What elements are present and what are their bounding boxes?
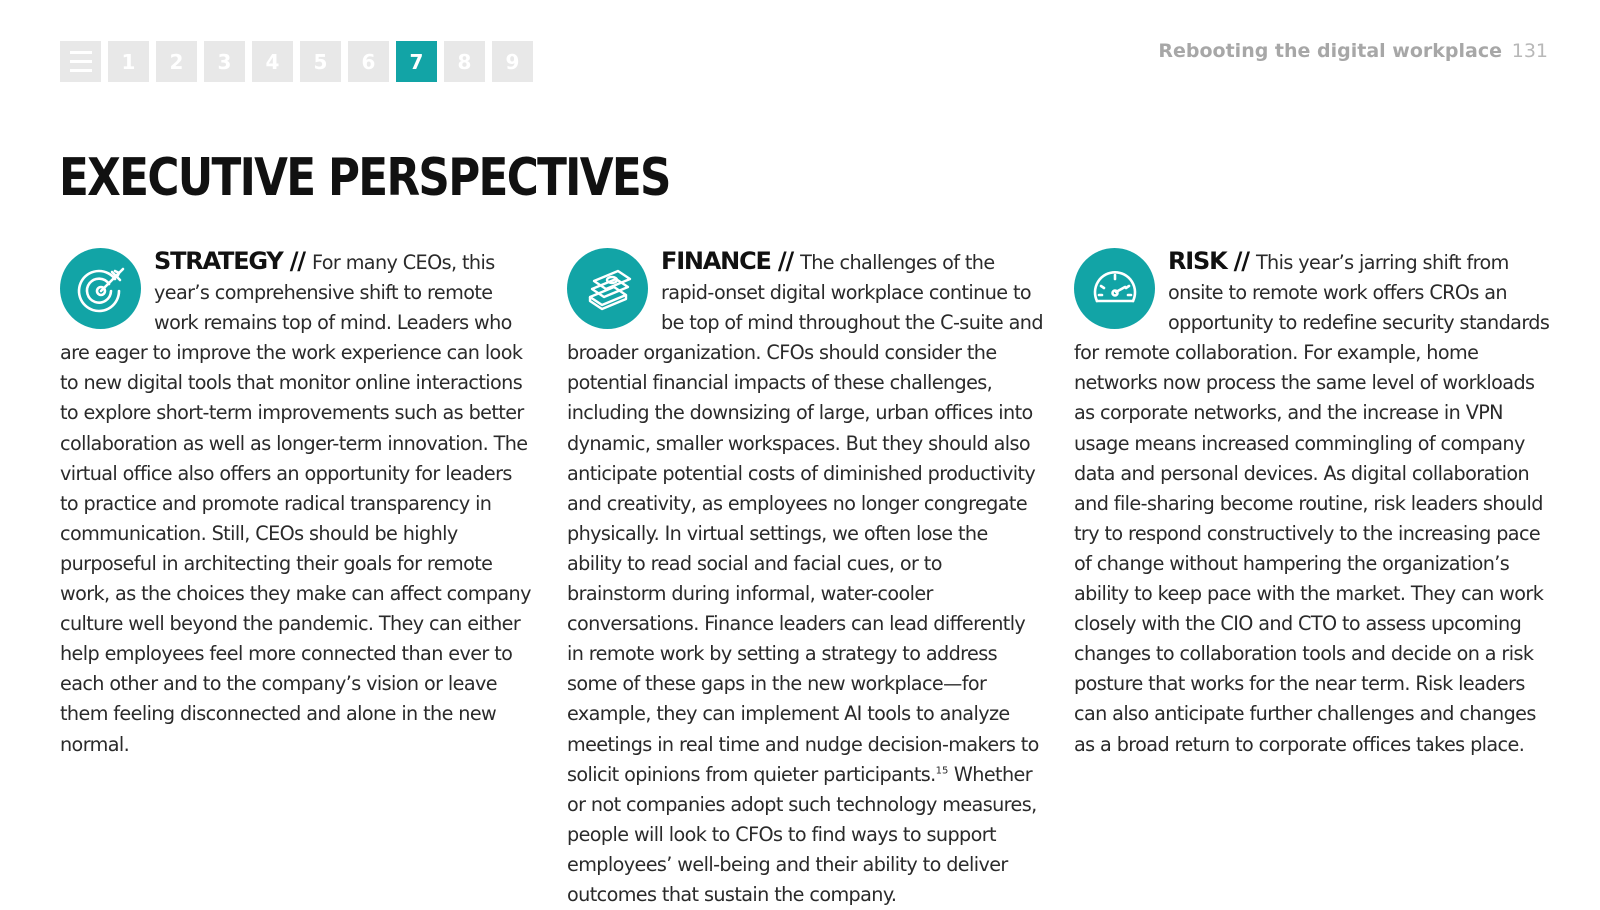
finance-title: FINANCE // — [661, 247, 801, 275]
page-number: 131 — [1511, 40, 1548, 62]
page-heading: EXECUTIVE PERSPECTIVES — [59, 148, 670, 208]
risk-body: This year’s jarring shift from onsite to remote work offers CROs an opportunity to redefine security standards for remote collaboration. For example, home networks now process the same level of workloads as corporate networks, and the increase in VPN usage means increased commingling of company data and personal devices. As digital collaboration and file-sharing become routine, risk leaders should try to respond constructively to the increasing pace of change without hampering the organization’s ability to keep pace with the market. They can work closely with the CIO and CTO to assess upcoming changes to collaboration tools and decide on a risk posture that works for the near term. Risk leaders can also anticipate further challenges and changes as a broad return to corporate offices takes place. — [1074, 251, 1550, 756]
nav-page-9[interactable]: 9 — [492, 41, 533, 82]
finance-column — [567, 246, 1043, 910]
finance-body: The challenges of the rapid-onset digital workplace continue to be top of mind throughout the C-suite and broader organization. CFOs should consider the potential financial impacts of these challenges, including the downsizing of large, urban offices into dynamic, smaller workspaces. But they should also anticipate potential costs of diminished productivity and creativity, as employees no longer congregate physically. In virtual settings, we often lose the ability to read social and facial cues, or to brainstorm during informal, water-cooler conversations. Finance leaders can lead differently in remote work by setting a strategy to address some of these gaps in the new workplace—for example, they can implement AI tools to analyze meetings in real time and nudge decision-makers to solicit opinions from quieter participants. — [567, 251, 1043, 786]
document-title: Rebooting the digital workplace — [1158, 40, 1502, 62]
finance-body-continued: Whether or not companies adopt such technology measures, people will look to CFOs to find ways to support employees’ well-being and their ability to deliver outcomes that sustain the company. — [567, 762, 1037, 906]
target-icon — [60, 248, 141, 329]
nav-page-5[interactable]: 5 — [300, 41, 341, 82]
speedometer-icon — [1074, 248, 1155, 329]
nav-page-7[interactable]: 7 — [396, 41, 437, 82]
document-header — [1158, 40, 1548, 62]
money-stack-icon — [567, 248, 648, 329]
nav-page-1[interactable]: 1 — [108, 41, 149, 82]
hamburger-menu-icon — [70, 51, 92, 72]
nav-page-6[interactable]: 6 — [348, 41, 389, 82]
risk-column — [1074, 246, 1550, 760]
page-navigation — [60, 41, 533, 82]
risk-title: RISK // — [1168, 247, 1256, 275]
strategy-title: STRATEGY // — [154, 247, 313, 275]
footnote-marker[interactable]: 15 — [935, 765, 949, 777]
strategy-body: For many CEOs, this year’s comprehensive shift to remote work remains top of mind. Leaders who are eager to improve the work experience can look to new digital tools that monitor online interactions to explore short-term improvements such as better collaboration as well as longer-term innovation. The virtual office also offers an opportunity for leaders to practice and promote radical transparency in communication. Still, CEOs should be highly purposeful in architecting their goals for remote work, as the choices they make can affect company culture well beyond the pandemic. They can either help employees feel more connected than ever to each other and to the company’s vision or leave them feeling disconnected and alone in the new normal. — [60, 251, 531, 756]
nav-page-2[interactable]: 2 — [156, 41, 197, 82]
nav-page-3[interactable]: 3 — [204, 41, 245, 82]
nav-page-8[interactable]: 8 — [444, 41, 485, 82]
strategy-column — [60, 246, 534, 760]
nav-page-4[interactable]: 4 — [252, 41, 293, 82]
menu-button[interactable] — [60, 41, 101, 82]
